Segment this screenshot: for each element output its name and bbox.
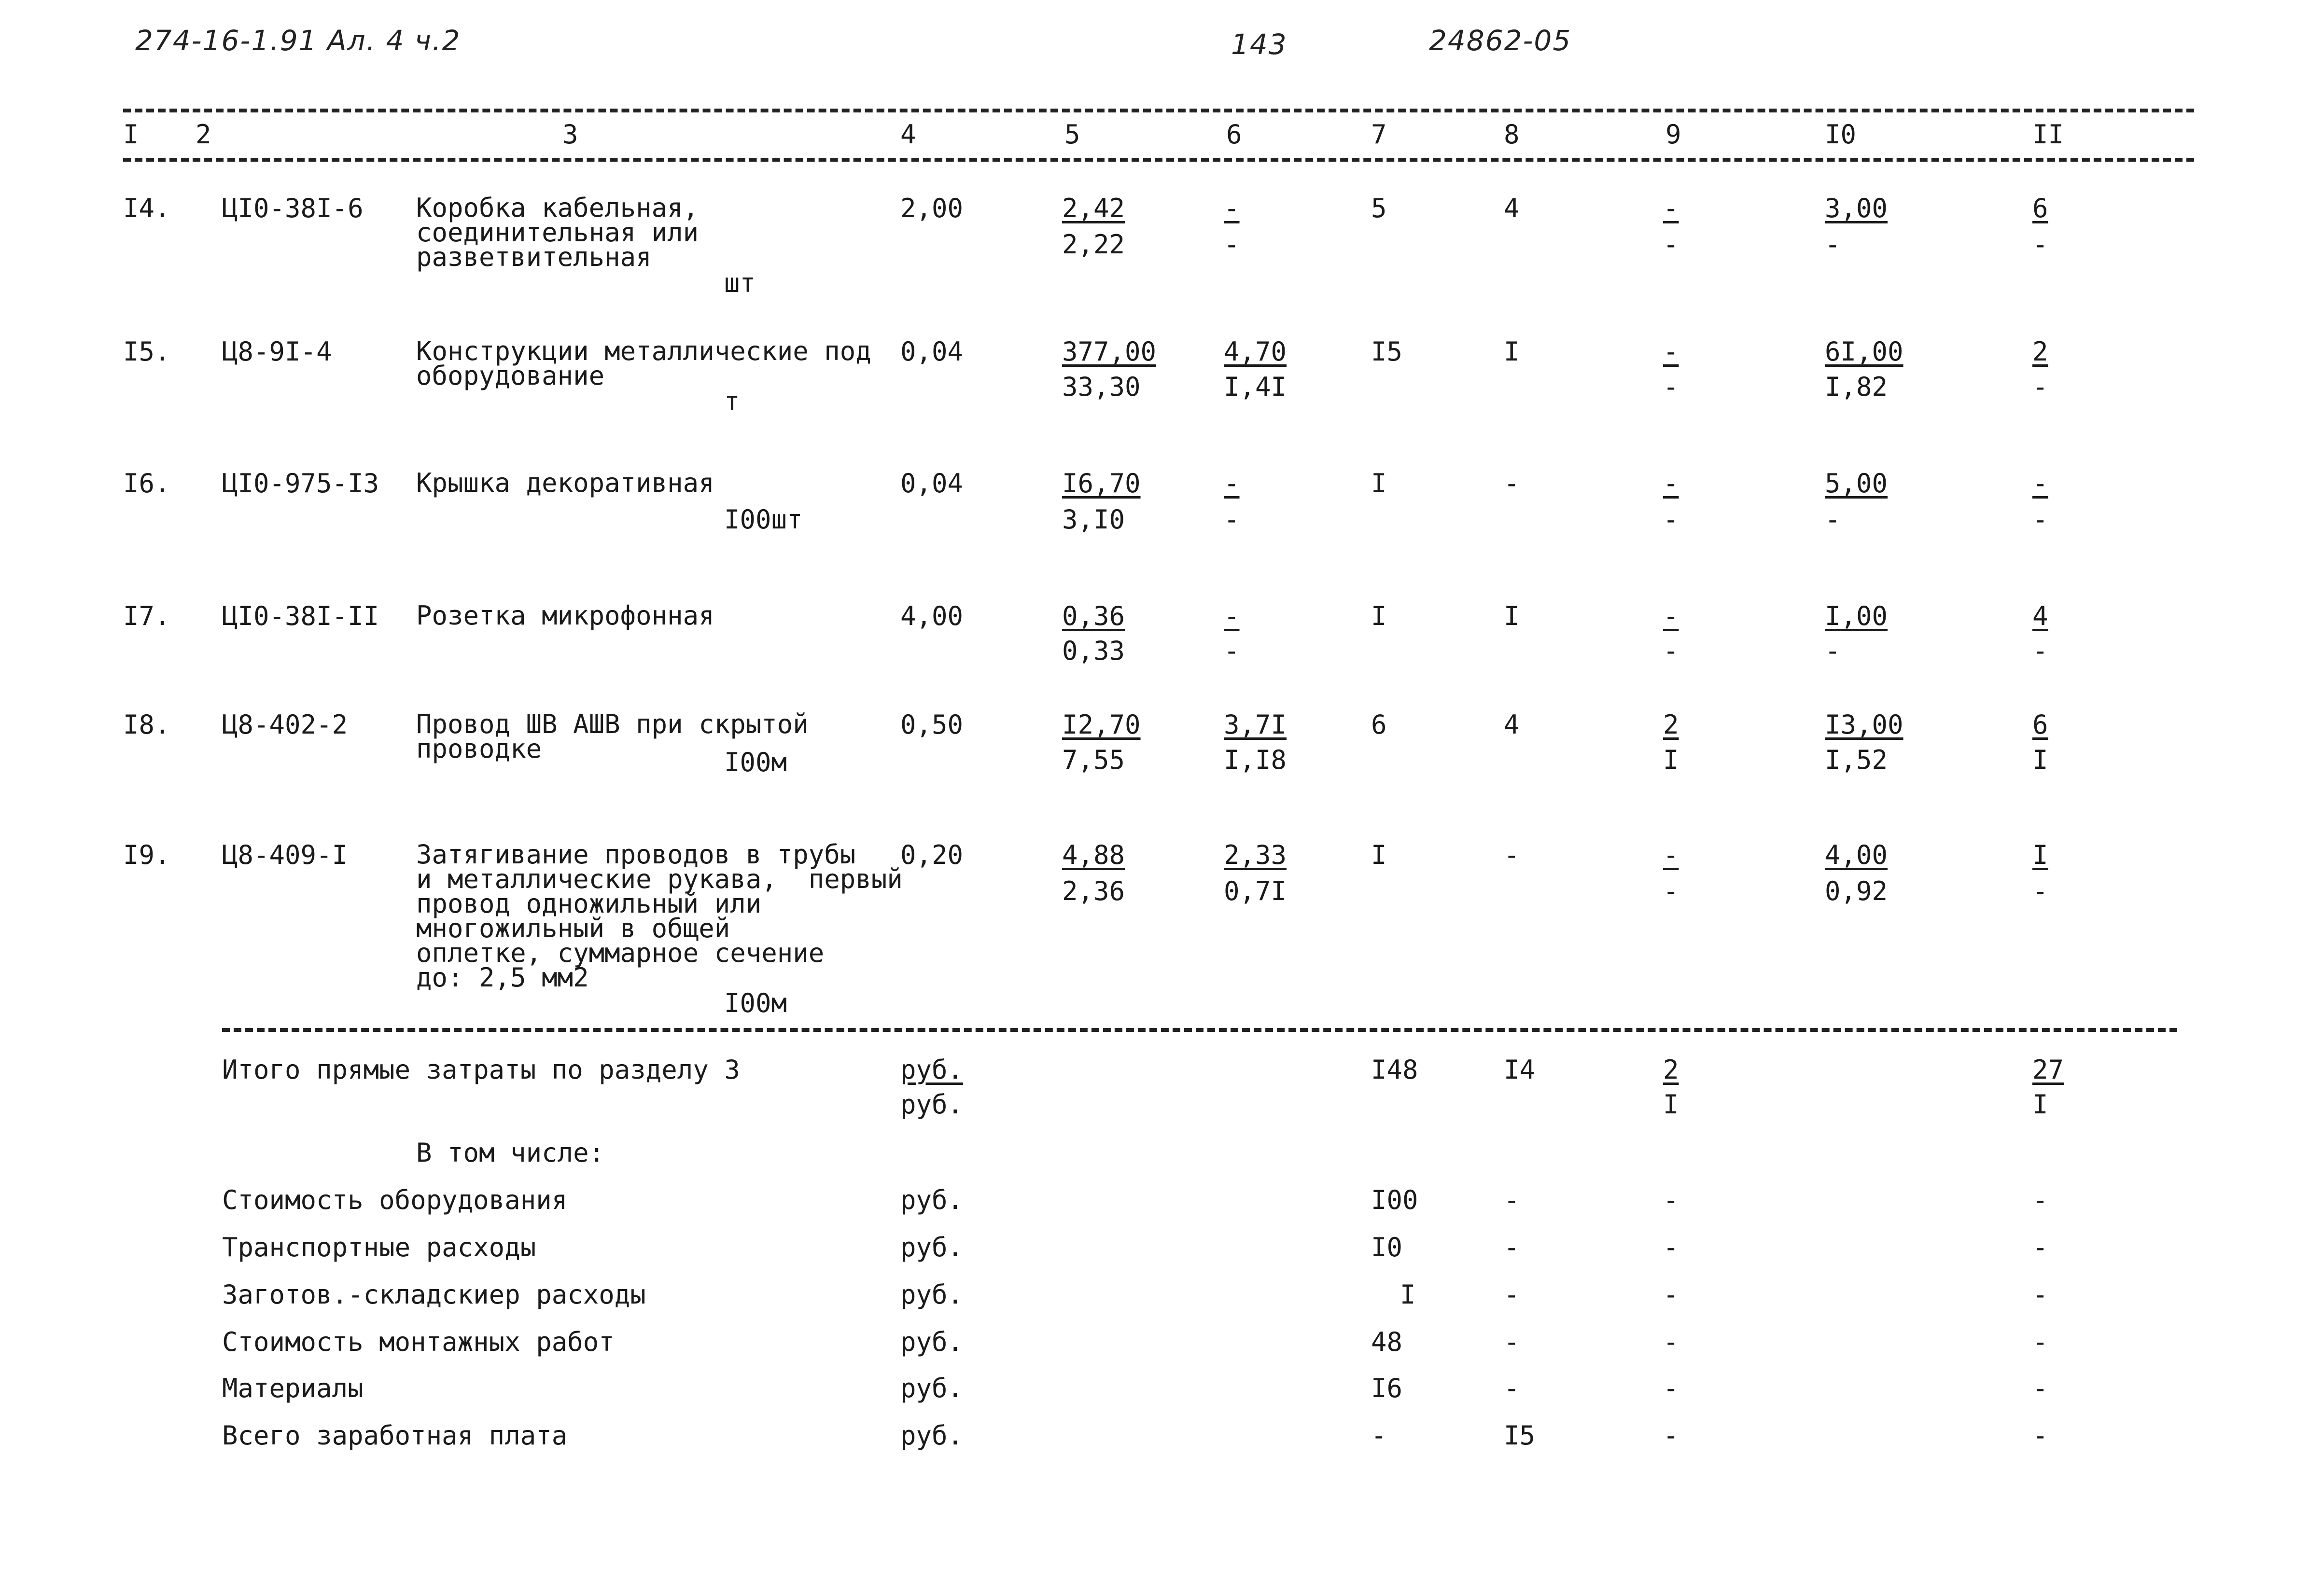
col10-bottom: - [1825,636,1841,666]
totals-separator [222,1028,2177,1032]
col10-bottom: I,52 [1825,745,1888,775]
col7-value: I [1371,601,1387,631]
col9-top: - [1663,468,1679,499]
breakdown-col8: - [1504,1327,1520,1357]
col5-bottom: 7,55 [1062,745,1125,775]
breakdown-col11: - [2032,1232,2048,1263]
col-header-5: 5 [1064,119,1080,150]
quantity: 0,04 [900,336,964,367]
rate-code: ЦI0-38I-II [222,601,379,631]
row-number: I9. [123,840,170,870]
col-header-2: 2 [196,119,211,150]
col6-bottom: - [1224,636,1240,666]
quantity: 0,20 [900,840,964,870]
breakdown-col7: I0 [1371,1232,1403,1263]
breakdown-col7: - [1371,1420,1387,1451]
breakdown-unit: руб. [900,1185,964,1215]
col9-top: - [1663,336,1679,367]
col10-bottom: 0,92 [1825,876,1888,906]
col10-top: I,00 [1825,601,1888,631]
totals-col11-top: 27 [2032,1055,2064,1085]
col9-bottom: - [1663,504,1679,535]
col-header-1: I [123,119,139,150]
col8-value: - [1504,468,1520,499]
breakdown-col8: - [1504,1373,1520,1403]
col-header-11: II [2032,119,2064,150]
unit-of-measure: шт [724,268,756,298]
col6-bottom: - [1224,504,1240,535]
totals-col8: I4 [1504,1055,1536,1085]
quantity: 0,50 [900,709,964,740]
rate-code: Ц8-409-I [222,840,348,870]
col7-value: 5 [1371,193,1387,223]
col5-bottom: 3,I0 [1062,504,1125,535]
col5-bottom: 33,30 [1062,372,1141,402]
breakdown-label: Материалы [222,1373,364,1403]
document-code: 274-16-1.91 Ал. 4 ч.2 [135,24,461,57]
work-description: Конструкции металлические под оборудование [416,336,871,391]
row-number: I4. [123,193,170,223]
col7-value: 6 [1371,709,1387,740]
col7-value: I5 [1371,336,1403,367]
col11-top: - [2032,468,2048,499]
col-header-8: 8 [1504,119,1520,150]
col5-top: I2,70 [1062,709,1141,740]
breakdown-col9: - [1663,1420,1679,1451]
col9-bottom: I [1663,745,1679,775]
col8-value: - [1504,840,1520,870]
col9-bottom: - [1663,229,1679,260]
col10-top: I3,00 [1825,709,1903,740]
col9-bottom: - [1663,636,1679,666]
totals-col9-bottom: I [1663,1089,1679,1120]
col11-top: 6 [2032,709,2048,740]
col5-top: 0,36 [1062,601,1125,631]
work-description: Крышка декоративная [416,468,714,498]
col11-bottom: I [2032,745,2048,775]
breakdown-col9: - [1663,1373,1679,1403]
col11-top: 4 [2032,601,2048,631]
col6-top: 3,7I [1224,709,1287,740]
breakdown-col7: I00 [1371,1185,1418,1215]
col10-top: 3,00 [1825,193,1888,223]
row-number: I8. [123,709,170,740]
unit-of-measure: I00м [724,988,787,1018]
col6-bottom: - [1224,229,1240,260]
breakdown-label: Стоимость оборудования [222,1185,568,1215]
unit-of-measure: I00шт [724,504,803,535]
col5-bottom: 2,36 [1062,876,1125,906]
unit-of-measure: т [724,386,740,416]
breakdown-unit: руб. [900,1373,964,1403]
stamp-number: 24862-05 [1429,24,1572,57]
col9-bottom: - [1663,876,1679,906]
including-label: В том числе: [416,1138,605,1168]
col-header-4: 4 [900,119,916,150]
col8-value: I [1504,336,1520,367]
col-header-10: I0 [1825,119,1857,150]
header-rule-bottom [123,158,2194,162]
col7-value: I [1371,840,1387,870]
col10-bottom: I,82 [1825,372,1888,402]
breakdown-col11: - [2032,1279,2048,1310]
breakdown-col9: - [1663,1232,1679,1263]
quantity: 2,00 [900,193,964,223]
breakdown-col11: - [2032,1185,2048,1215]
col6-top: 4,70 [1224,336,1287,367]
col10-bottom: - [1825,504,1841,535]
breakdown-label: Транспортные расходы [222,1232,536,1263]
col6-top: - [1224,601,1240,631]
work-description: Розетка микрофонная [416,600,714,631]
totals-col9-top: 2 [1663,1055,1679,1085]
header-rule-top [123,109,2194,112]
col11-bottom: - [2032,636,2048,666]
col11-bottom: - [2032,876,2048,906]
row-number: I6. [123,468,170,499]
col6-top: 2,33 [1224,840,1287,870]
col-header-7: 7 [1371,119,1387,150]
unit-of-measure: I00м [724,747,787,777]
col8-value: I [1504,601,1520,631]
page-number: 143 [1231,28,1287,61]
breakdown-col7: 48 [1371,1327,1403,1357]
col5-bottom: 0,33 [1062,636,1125,666]
row-number: I7. [123,601,170,631]
col5-top: 377,00 [1062,336,1157,367]
col11-top: 2 [2032,336,2048,367]
breakdown-label: Всего заработная плата [222,1420,568,1451]
col10-top: 5,00 [1825,468,1888,499]
col9-top: - [1663,840,1679,870]
breakdown-col11: - [2032,1327,2048,1357]
col10-top: 6I,00 [1825,336,1903,367]
col6-bottom: I,I8 [1224,745,1287,775]
breakdown-col8: I5 [1504,1420,1536,1451]
breakdown-col9: - [1663,1279,1679,1310]
col10-bottom: - [1825,229,1841,260]
col11-bottom: - [2032,504,2048,535]
col9-top: - [1663,193,1679,223]
col5-bottom: 2,22 [1062,229,1125,260]
breakdown-unit: руб. [900,1279,964,1310]
col6-top: - [1224,468,1240,499]
col11-bottom: - [2032,372,2048,402]
breakdown-unit: руб. [900,1420,964,1451]
col6-bottom: 0,7I [1224,876,1287,906]
col7-value: I [1371,468,1387,499]
col5-top: 2,42 [1062,193,1125,223]
col5-top: I6,70 [1062,468,1141,499]
breakdown-col9: - [1663,1185,1679,1215]
col6-bottom: I,4I [1224,372,1287,402]
totals-label: Итого прямые затраты по разделу 3 [222,1055,740,1085]
breakdown-col11: - [2032,1373,2048,1403]
breakdown-col8: - [1504,1185,1520,1215]
col9-bottom: - [1663,372,1679,402]
rate-code: ЦI0-38I-6 [222,193,364,223]
breakdown-col7: I6 [1371,1373,1403,1403]
row-number: I5. [123,336,170,367]
col8-value: 4 [1504,709,1520,740]
breakdown-label: Стоимость монтажных работ [222,1327,615,1357]
col8-value: 4 [1504,193,1520,223]
breakdown-col7: I [1400,1279,1416,1310]
col11-bottom: - [2032,229,2048,260]
totals-col7: I48 [1371,1055,1418,1085]
col9-top: - [1663,601,1679,631]
work-description: Коробка кабельная, соединительная или разветвительная [416,193,699,272]
work-description: Затягивание проводов в трубы и металлические рукава, первый провод одножильный или многожильный в общей оплетке, суммарное сечение до: 2,5 мм2 [416,839,903,993]
breakdown-col9: - [1663,1327,1679,1357]
col-header-3: 3 [562,119,578,150]
work-description: Провод ШВ АШВ при скрытой проводке [416,709,809,764]
breakdown-col11: - [2032,1420,2048,1451]
rate-code: Ц8-9I-4 [222,336,332,367]
col-header-9: 9 [1665,119,1681,150]
breakdown-unit: руб. [900,1327,964,1357]
breakdown-col8: - [1504,1279,1520,1310]
breakdown-col8: - [1504,1232,1520,1263]
col9-top: 2 [1663,709,1679,740]
quantity: 0,04 [900,468,964,499]
breakdown-unit: руб. [900,1232,964,1263]
col-header-6: 6 [1226,119,1242,150]
quantity: 4,00 [900,601,964,631]
totals-unit-bottom: руб. [900,1089,964,1120]
col11-top: I [2032,840,2048,870]
rate-code: ЦI0-975-I3 [222,468,379,499]
totals-unit-top: руб. [900,1055,964,1085]
col11-top: 6 [2032,193,2048,223]
col5-top: 4,88 [1062,840,1125,870]
breakdown-label: Заготов.-складскиер расходы [222,1279,646,1310]
rate-code: Ц8-402-2 [222,709,348,740]
col10-top: 4,00 [1825,840,1888,870]
totals-col11-bottom: I [2032,1089,2048,1120]
col6-top: - [1224,193,1240,223]
